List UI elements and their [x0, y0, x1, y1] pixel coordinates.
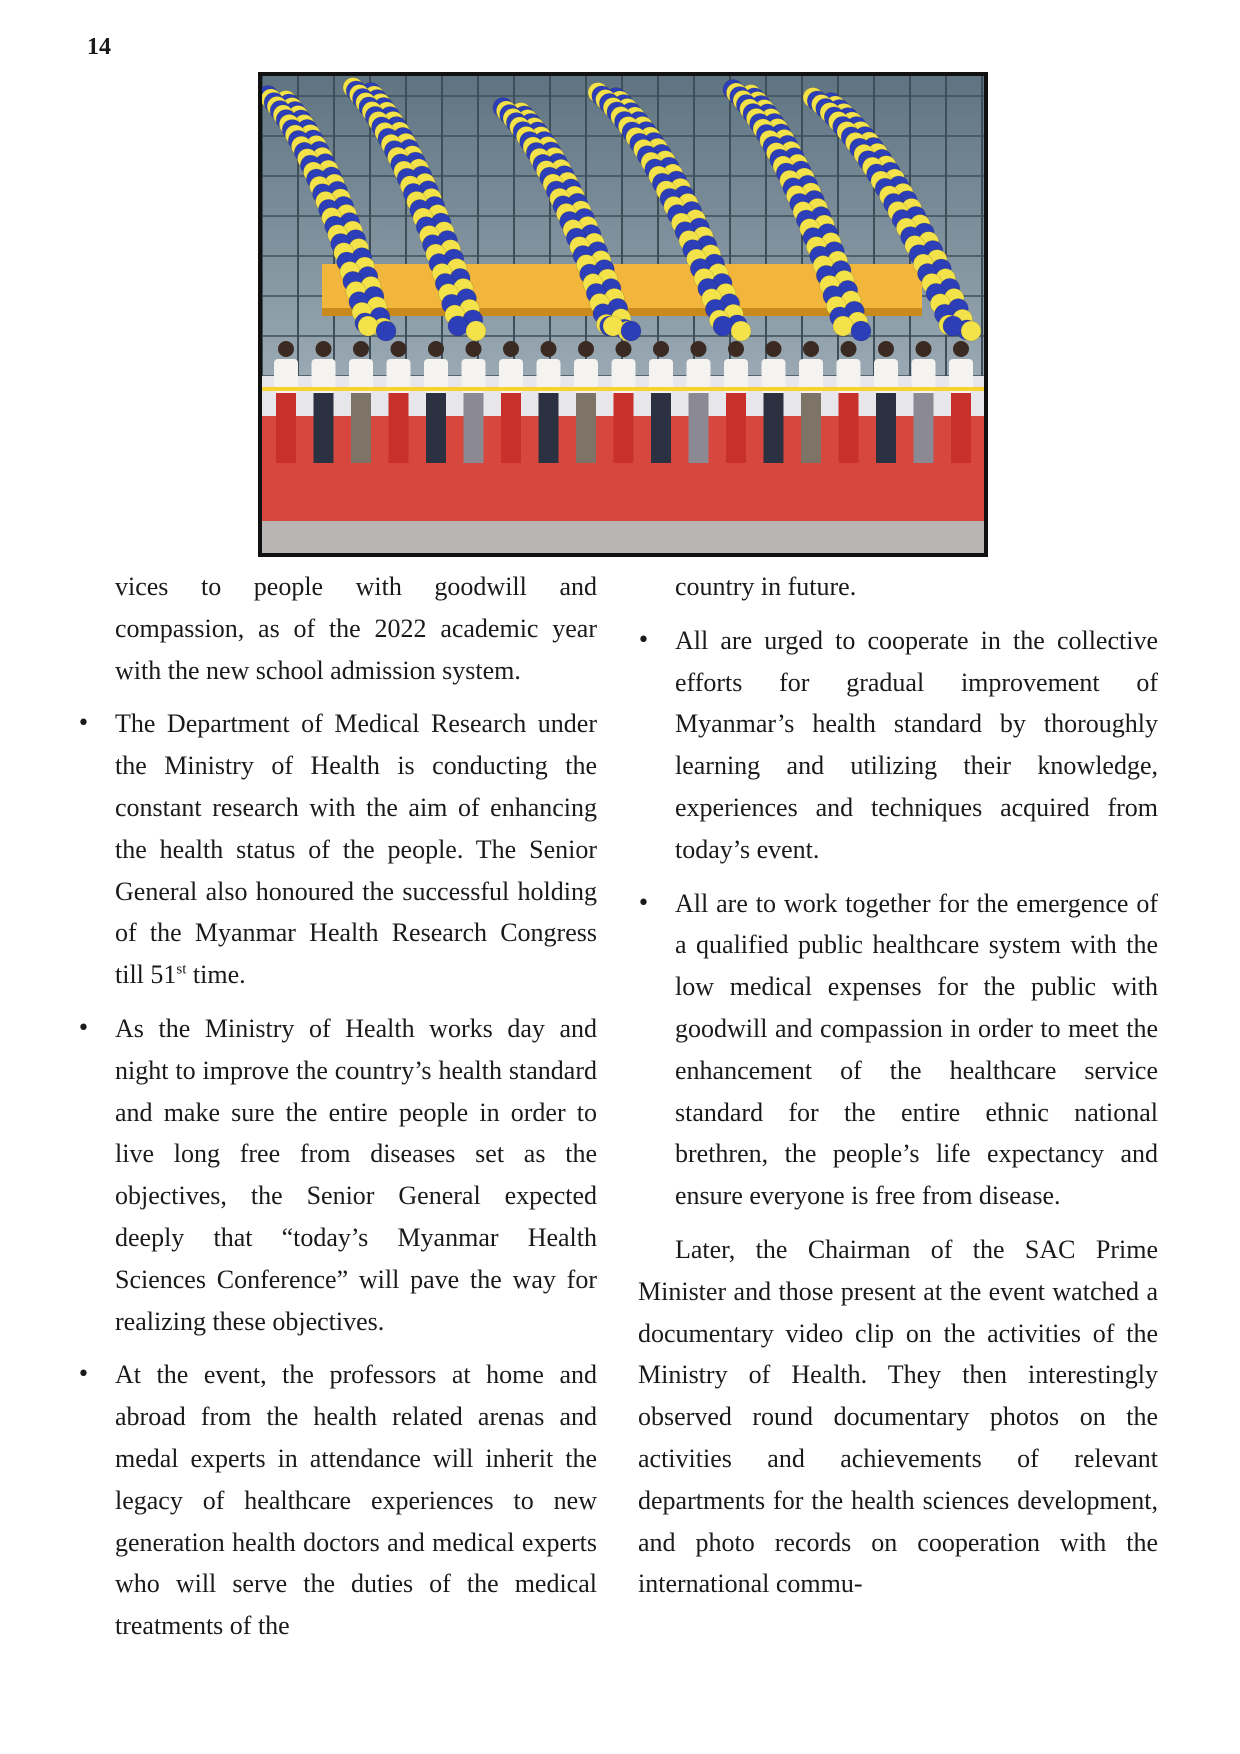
person [612, 341, 636, 463]
bullet-medical-research: • The Department of Medical Research under the Ministry of Health is conducting the constant research with the aim of enhancing the health status of the people. The Senior General also honoured the successful holding of the Myanmar Health Research Congress till 51st time. [115, 703, 597, 996]
ribbon-cutting-photo [262, 76, 984, 553]
left-bullet-list [115, 703, 597, 1647]
person [649, 341, 673, 463]
left-continuation: vices to people with goodwill and compassion, as of the 2022 academic year with the new school admission system. [115, 572, 597, 685]
person [687, 341, 711, 463]
person [837, 341, 861, 463]
person [462, 341, 486, 463]
person [799, 341, 823, 463]
later-paragraph: Later, the Chairman of the SAC Prime Minister and those present at the event watched a documentary video clip on the activities of the Ministry of Health. They then interestingly observed round documentary photos on the activities and achievements of relevant departments for the health sciences development, and photo records on cooperation with the international commu- [638, 1234, 1158, 1599]
person [424, 341, 448, 463]
person [274, 341, 298, 463]
pavement [262, 521, 984, 553]
bullet-work-together: • All are to work together for the emergence of a qualified public healthcare system with the low medical expenses for the public with goodwill and compassion in order to meet the enhancement of the healthcare service standard for the entire ethnic national brethren, the people’s life expectancy and ensure everyone is free from disease. [675, 883, 1158, 1217]
event-photo [258, 72, 988, 557]
person [574, 341, 598, 463]
person [349, 341, 373, 463]
left-column [115, 566, 597, 1659]
page-number: 14 [87, 34, 111, 60]
bullet-health-standard: • As the Ministry of Health works day and night to improve the country’s health standard and make sure the entire people in order to live long free from diseases set as the objectives, the Senior General expected deeply that “today’s Myanmar Health Sciences Conference” will pave the way for realizing these objectives. [115, 1008, 597, 1342]
person [912, 341, 936, 463]
person [874, 341, 898, 463]
person [949, 341, 973, 463]
person [537, 341, 561, 463]
person [387, 341, 411, 463]
right-column [638, 566, 1158, 1617]
right-continuation: country in future. [675, 572, 857, 601]
bullet-professors: • At the event, the professors at home and abroad from the health related arenas and medal experts in attendance will inherit the legacy of healthcare experiences to new generation health doctors and medical experts who will serve the duties of the medical treatments of the [115, 1354, 597, 1647]
person [724, 341, 748, 463]
bullet-cooperate: • All are urged to cooperate in the collective efforts for gradual improvement of Myanmar’s health standard by thoroughly learning and utilizing their knowledge, experiences and techniques acquired from today’s event. [675, 620, 1158, 871]
person [762, 341, 786, 463]
right-bullet-list [638, 620, 1158, 1217]
person [312, 341, 336, 463]
person [499, 341, 523, 463]
